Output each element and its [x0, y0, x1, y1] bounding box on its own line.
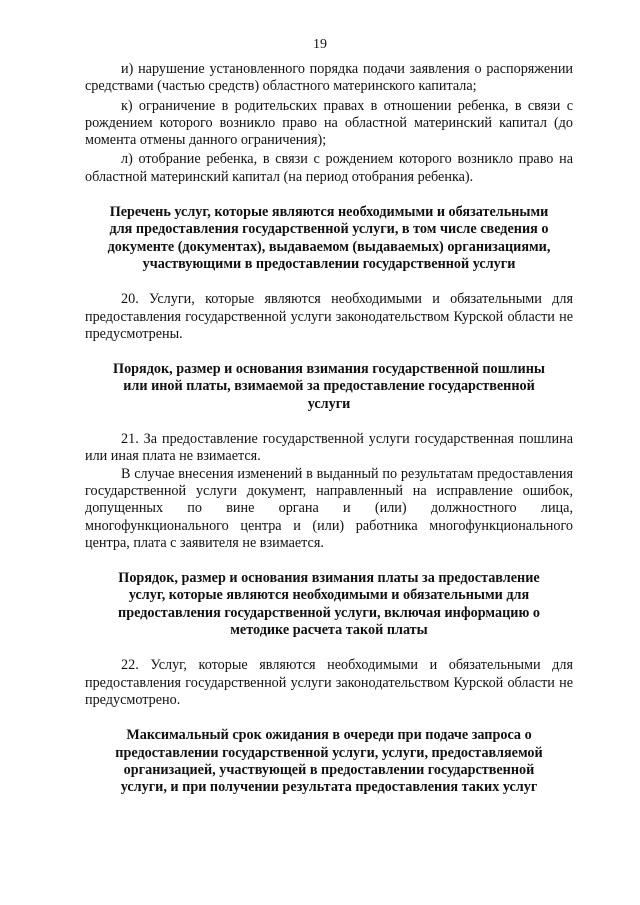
paragraph-21: 21. За предоставление государственной услуги государственная пошлина или иная плата не взимается.: [85, 431, 573, 465]
paragraph-item-l: л) отобрание ребенка, в связи с рождением которого возникло право на областной материнский капитал (на период отобрания ребенка).: [85, 151, 573, 185]
section-heading-payment-for-services: Порядок, размер и основания взимания платы за предоставление услуг, которые являются необходимыми и обязательными для предоставления государственной услуги, включая информацию о методике расчета такой платы: [118, 570, 540, 639]
paragraph-item-i: и) нарушение установленного порядка подачи заявления о распоряжении средствами (частью средств) областного материнского капитала;: [85, 61, 573, 95]
section-heading-queue-waiting-time: Максимальный срок ожидания в очереди при подаче запроса о предоставлении государственной услуги, услуги, предоставляемой организацией, участвующей в предоставлении государственной услуги, и при получении результата предоставления таких услуг: [115, 727, 543, 796]
paragraph-22: 22. Услуг, которые являются необходимыми и обязательными для предоставления государственной услуги законодательством Курской области не предусмотрено.: [85, 657, 573, 708]
section-heading-state-fee: Порядок, размер и основания взимания государственной пошлины или иной платы, взимаемой за предоставление государственной услуги: [113, 361, 545, 412]
section-heading-required-services: Перечень услуг, которые являются необходимыми и обязательными для предоставления государственной услуги, в том числе сведения о документе (документах), выдаваемом (выдаваемых) организациями, участвующими в предоставлении государственной услуги: [107, 204, 551, 272]
page-number: 19: [313, 37, 327, 52]
paragraph-21-continuation: В случае внесения изменений в выданный по результатам предоставления государственной услуги документ, направленный на исправление ошибок, допущенных по вине органа и (или) должностного лица, многофункционального центра и (или) работника многофункционального центра, плата с заявителя не взимается.: [85, 465, 573, 551]
paragraph-20: 20. Услуги, которые являются необходимыми и обязательными для предоставления государственной услуги законодательством Курской области не предусмотрены.: [85, 291, 573, 342]
paragraph-item-k: к) ограничение в родительских правах в отношении ребенка, в связи с рождением которого возникло право на областной материнский капитал (до момента отмены данного ограничения);: [85, 97, 573, 149]
document-body: [85, 61, 573, 796]
